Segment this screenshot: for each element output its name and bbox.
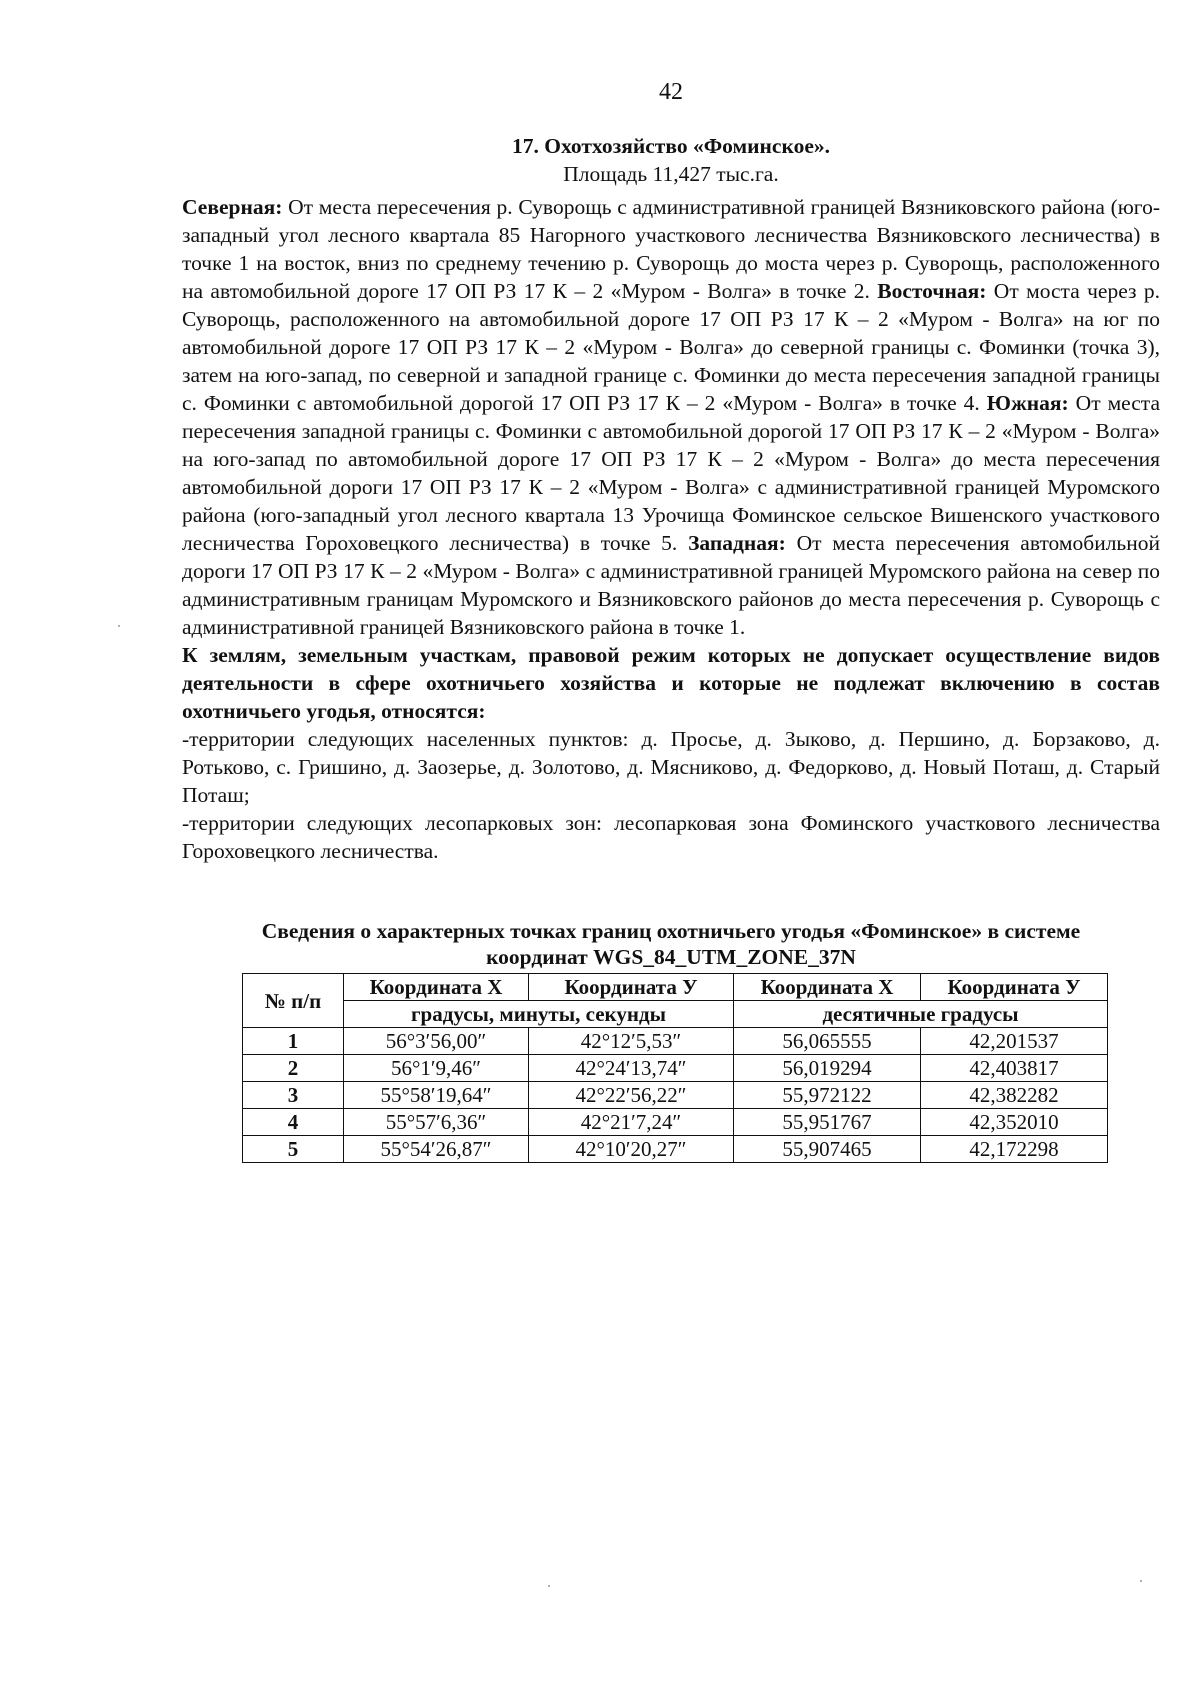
section-area: Площадь 11,427 тыс.га. <box>563 162 779 186</box>
cell-x-decimal: 55,951767 <box>734 1109 921 1136</box>
cell-x-dms: 56°3′56,00″ <box>344 1028 529 1055</box>
east-text: От моста через р. Суворощь, расположенного на автомобильной дороге 17 ОП РЗ 17 К – 2 «Муром - Волга» на юг по автомобильной дороге 17 ОП РЗ 17 К – 2 «Муром - Волга» до северной границы с. Фоминки (точка 3), затем на юго-запад, по северной и западной границе с. Фоминки до места пересечения западной границы с. Фоминки с автомобильной дорогой 17 ОП РЗ 17 К – 2 «Муром - Волга» в точке 4. <box>182 279 1161 415</box>
header-y-decimal: Координата У <box>921 974 1108 1001</box>
cell-x-decimal: 55,972122 <box>734 1082 921 1109</box>
south-text: От места пересечения западной границы с. Фоминки с автомобильной дорогой 17 ОП РЗ 17 К – 2 «Муром - Волга» на юго-запад по автомобильной дороге 17 ОП РЗ 17 К – 2 «Муром - Волга» до места пересечения автомобильной дороги 17 ОП РЗ 17 К – 2 «Муром - Волга» с административной границей Муромского района (юго-западный угол лесного квартала 13 Урочища Фоминское сельское Вишенского участкового лесничества Гороховецкого лесничества) в точке 5. <box>182 391 1160 555</box>
cell-y-dms: 42°12′5,53″ <box>529 1028 734 1055</box>
table-subheader-row <box>243 1001 1108 1028</box>
cell-x-dms: 55°58′19,64″ <box>344 1082 529 1109</box>
exclusions-item-forest-parks: -территории следующих лесопарковых зон: лесопарковая зона Фоминского участкового лесничества Гороховецкого лесничества. <box>182 811 1160 863</box>
subheader-decimal: десятичные градусы <box>734 1001 1108 1028</box>
table-row <box>243 1055 1108 1082</box>
south-label: Южная: <box>986 391 1069 415</box>
row-num: 2 <box>243 1055 344 1082</box>
cell-y-decimal: 42,382282 <box>921 1082 1108 1109</box>
body-text <box>182 193 1160 865</box>
header-x-dms: Координата X <box>344 974 529 1001</box>
cell-x-dms: 56°1′9,46″ <box>344 1055 529 1082</box>
scan-speck <box>118 625 120 627</box>
section-heading <box>182 132 1160 188</box>
cell-y-decimal: 42,403817 <box>921 1055 1108 1082</box>
cell-x-decimal: 56,065555 <box>734 1028 921 1055</box>
north-text: От места пересечения р. Суворощь с административной границей Вязниковского района (юго-западный угол лесного квартала 85 Нагорного участкового лесничества Вязниковского лесничества) в точке 1 на восток, вниз по среднему течению р. Суворощь до моста через р. Суворощь, расположенного на автомобильной дороге 17 ОП РЗ 17 К – 2 «Муром - Волга» в точке 2. <box>182 195 1160 303</box>
cell-y-dms: 42°21′7,24″ <box>529 1109 734 1136</box>
cell-x-decimal: 56,019294 <box>734 1055 921 1082</box>
cell-y-decimal: 42,172298 <box>921 1136 1108 1163</box>
section-title: 17. Охотхозяйство «Фоминское». <box>511 134 830 158</box>
cell-y-dms: 42°10′20,27″ <box>529 1136 734 1163</box>
header-num: № п/п <box>243 974 344 1028</box>
row-num: 4 <box>243 1109 344 1136</box>
scan-speck <box>1140 1580 1142 1582</box>
table-row <box>243 1082 1108 1109</box>
west-label: Западная: <box>688 531 786 555</box>
subheader-dms: градусы, минуты, секунды <box>344 1001 734 1028</box>
header-y-dms: Координата У <box>529 974 734 1001</box>
exclusions-heading: К землям, земельным участкам, правовой режим которых не допускает осуществление видов деятельности в сфере охотничьего хозяйства и которые не подлежат включению в состав охотничьего угодья, относятся: <box>182 643 1160 723</box>
table-caption-line2: координат WGS_84_UTM_ZONE_37N <box>486 945 856 969</box>
coordinates-table <box>242 973 1108 1163</box>
page-number: 42 <box>659 79 683 105</box>
north-label: Северная: <box>182 195 283 219</box>
cell-x-decimal: 55,907465 <box>734 1136 921 1163</box>
cell-x-dms: 55°54′26,87″ <box>344 1136 529 1163</box>
east-label: Восточная: <box>877 279 987 303</box>
table-body <box>243 1028 1108 1163</box>
boundary-description <box>182 193 1160 641</box>
cell-y-decimal: 42,352010 <box>921 1109 1108 1136</box>
row-num: 3 <box>243 1082 344 1109</box>
table-row <box>243 1028 1108 1055</box>
table-caption-line1: Сведения о характерных точках границ охотничьего угодья «Фоминское» в системе <box>261 919 1081 943</box>
table-header-row <box>243 974 1108 1001</box>
scan-speck <box>548 1585 550 1587</box>
table-row <box>243 1109 1108 1136</box>
cell-y-decimal: 42,201537 <box>921 1028 1108 1055</box>
west-text: От места пересечения автомобильной дороги 17 ОП РЗ 17 К – 2 «Муром - Волга» с административной границей Муромского района на север по административным границам Муромского и Вязниковского районов до места пересечения р. Суворощь с административной границей Вязниковского района в точке 1. <box>182 531 1160 639</box>
row-num: 5 <box>243 1136 344 1163</box>
table-row <box>243 1136 1108 1163</box>
header-x-decimal: Координата X <box>734 974 921 1001</box>
cell-y-dms: 42°22′56,22″ <box>529 1082 734 1109</box>
cell-y-dms: 42°24′13,74″ <box>529 1055 734 1082</box>
table-caption <box>182 917 1160 971</box>
exclusions-item-settlements: -территории следующих населенных пунктов: д. Просье, д. Зыково, д. Першино, д. Борзаково, д. Ротьково, с. Гришино, д. Заозерье, д. Золотово, д. Мясниково, д. Федорково, д. Новый Поташ, д. Старый Поташ; <box>182 727 1160 807</box>
cell-x-dms: 55°57′6,36″ <box>344 1109 529 1136</box>
row-num: 1 <box>243 1028 344 1055</box>
